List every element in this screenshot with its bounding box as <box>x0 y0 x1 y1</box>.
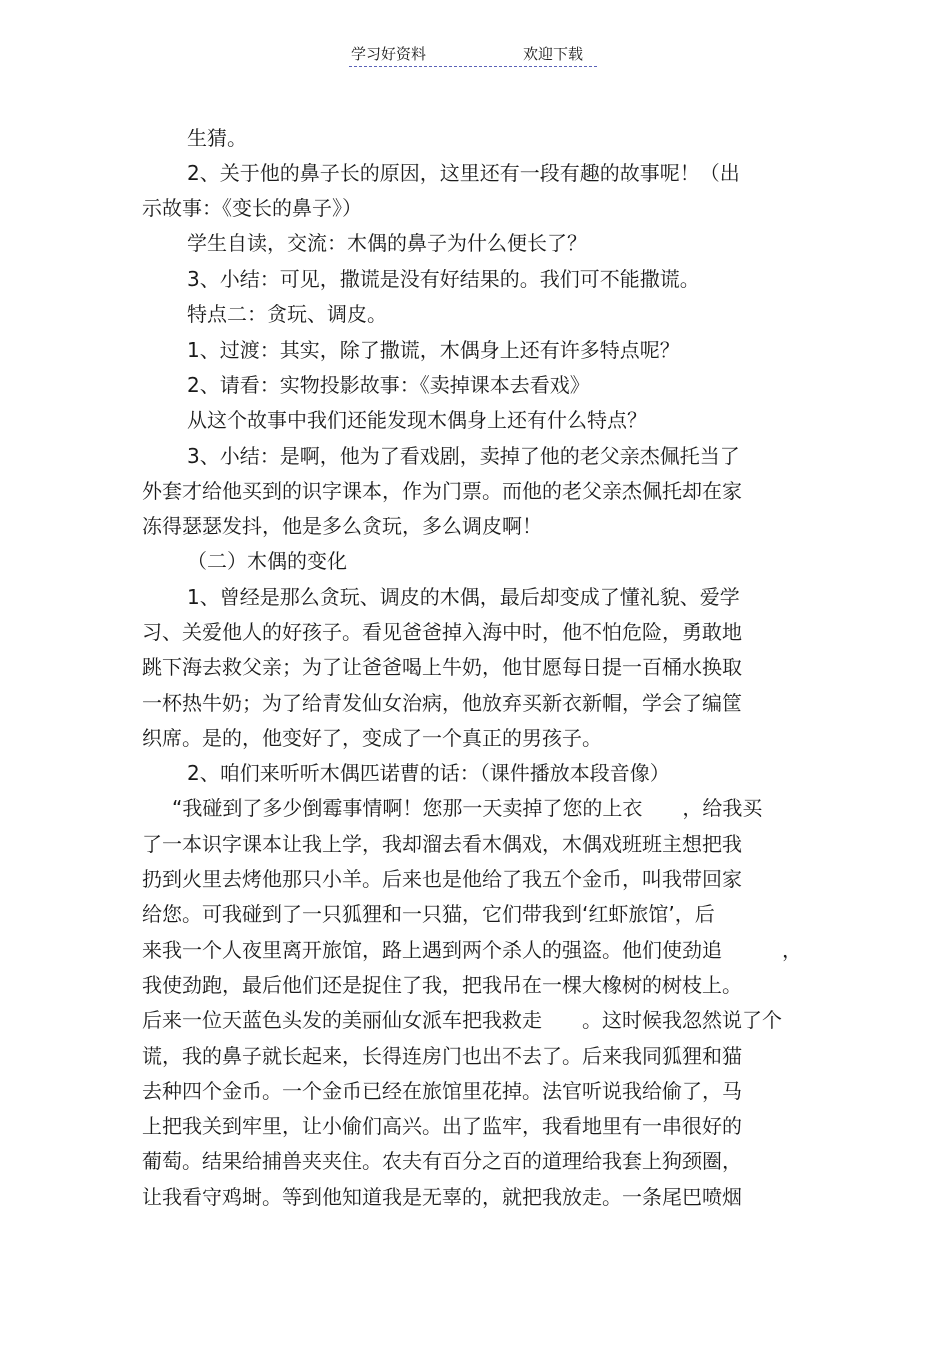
text-line: 冻得瑟瑟发抖，他是多么贪玩，多么调皮啊！ <box>142 514 542 538</box>
text-line: 给您。可我碰到了一只狐狸和一只猫，它们带我到‘红虾旅馆’，后 <box>142 902 715 926</box>
section-heading: （二）木偶的变化 <box>187 549 347 573</box>
text-line: 织席。是的，他变好了，变成了一个真正的男孩子。 <box>142 726 602 750</box>
text-line: 让我看守鸡埘。等到他知道我是无辜的，就把我放走。一条尾巴喷烟 <box>142 1185 742 1209</box>
text-line: 3、小结：是啊，他为了看戏剧，卖掉了他的老父亲杰佩托当了 <box>187 444 740 468</box>
text-line: 从这个故事中我们还能发现木偶身上还有什么特点？ <box>187 408 647 432</box>
text-line: 去种四个金币。一个金币已经在旅馆里花掉。法官听说我给偷了，马 <box>142 1079 742 1103</box>
text-line: 1、过渡：其实，除了撒谎，木偶身上还有许多特点呢？ <box>187 338 680 362</box>
text-line: 跳下海去救父亲；为了让爸爸喝上牛奶，他甘愿每日提一百桶水换取 <box>142 655 742 679</box>
text-line: 上把我关到牢里，让小偷们高兴。出了监牢，我看地里有一串很好的 <box>142 1114 742 1138</box>
text-line: 2、关于他的鼻子长的原因，这里还有一段有趣的故事呢！（出 <box>187 161 740 185</box>
text-line: 1、曾经是那么贪玩、调皮的木偶，最后却变成了懂礼貌、爱学 <box>187 585 740 609</box>
text-line: 3、小结：可见，撒谎是没有好结果的。我们可不能撒谎。 <box>187 267 700 291</box>
text-line: 了一本识字课本让我上学，我却溜去看木偶戏，木偶戏班班主想把我 <box>142 832 742 856</box>
text-line: 我使劲跑，最后他们还是捉住了我，把我吊在一棵大橡树的树枝上。 <box>142 973 742 997</box>
text-line: 后来一位天蓝色头发的美丽仙女派车把我救走 。这时候我忽然说了个 <box>142 1008 782 1032</box>
text-line: 谎，我的鼻子就长起来，长得连房门也出不去了。后来我同狐狸和猫 <box>142 1044 742 1068</box>
text-line: 2、请看：实物投影故事：《卖掉课本去看戏》 <box>187 373 590 397</box>
text-line: 生猜。 <box>187 126 247 150</box>
text-line: 葡萄。结果给捕兽夹夹住。农夫有百分之百的道理给我套上狗颈圈， <box>142 1149 742 1173</box>
text-line: 2、咱们来听听木偶匹诺曹的话：（课件播放本段音像） <box>187 761 670 785</box>
text-line: 外套才给他买到的识字课本，作为门票。而他的老父亲杰佩托却在家 <box>142 479 742 503</box>
header-left-text: 学习好资料 <box>351 45 427 63</box>
text-line: 特点二：贪玩、调皮。 <box>187 302 387 326</box>
text-line: 扔到火里去烤他那只小羊。后来也是他给了我五个金币，叫我带回家 <box>142 867 742 891</box>
text-line: 学生自读，交流：木偶的鼻子为什么便长了？ <box>187 231 587 255</box>
header-right-text: 欢迎下载 <box>523 45 584 63</box>
text-line: 来我一个人夜里离开旅馆，路上遇到两个杀人的强盗。他们使劲追 ， <box>142 938 802 962</box>
text-line: “我碰到了多少倒霉事情啊！您那一天卖掉了您的上衣 ，给我买 <box>172 796 763 820</box>
page-header <box>349 42 597 67</box>
text-line: 习、关爱他人的好孩子。看见爸爸掉入海中时，他不怕危险，勇敢地 <box>142 620 742 644</box>
text-line: 示故事：《变长的鼻子》） <box>142 196 362 220</box>
text-line: 一杯热牛奶；为了给青发仙女治病，他放弃买新衣新帽，学会了编筐 <box>142 691 742 715</box>
